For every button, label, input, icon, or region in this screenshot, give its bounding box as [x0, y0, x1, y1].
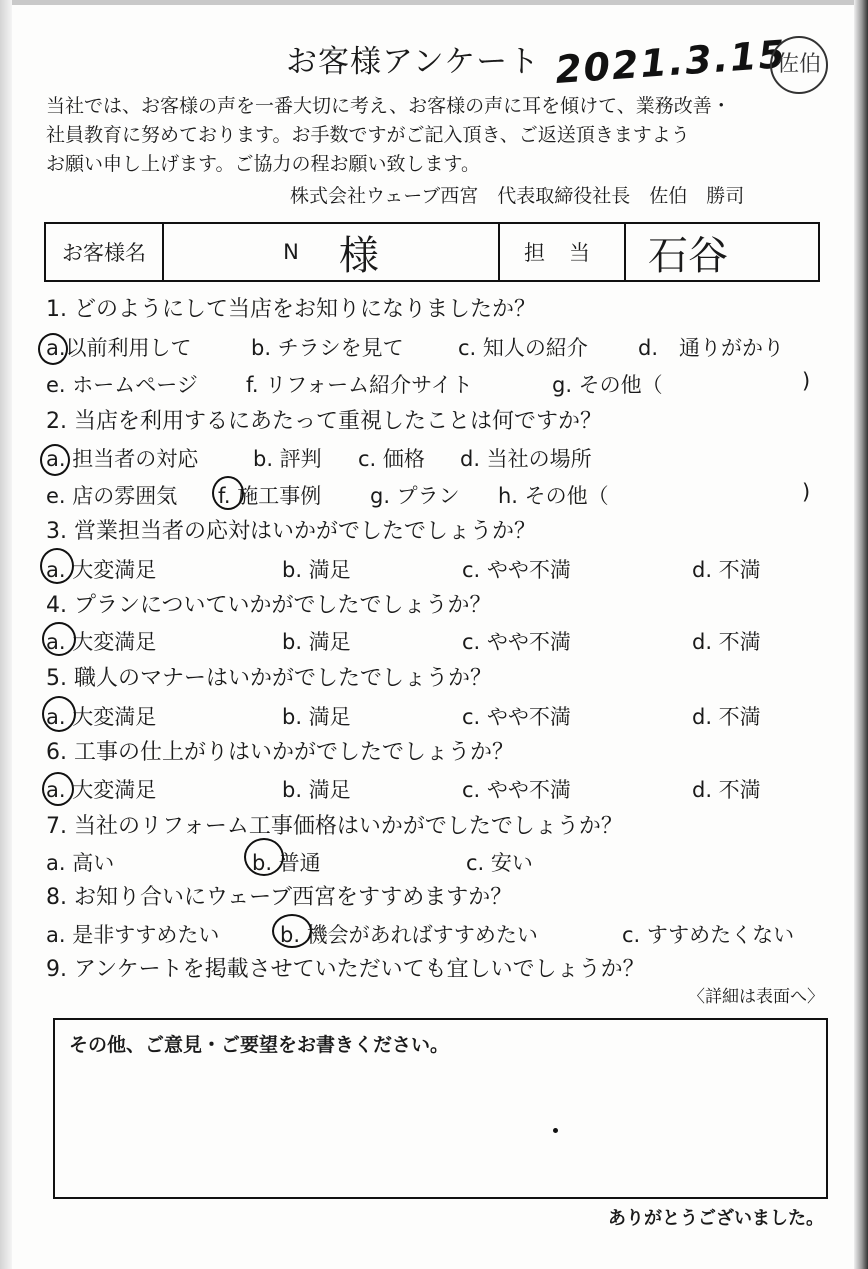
customer-initial: N [283, 240, 299, 264]
staff-label: 担当 [500, 224, 626, 280]
option-f[interactable]: f. リフォーム紹介サイト [246, 373, 473, 397]
thanks-text: ありがとうございました。 [608, 1208, 824, 1229]
customer-name-field[interactable] [164, 224, 500, 280]
option-d[interactable]: d. 不満 [692, 630, 761, 654]
option-g[interactable]: g. プラン [370, 484, 460, 508]
scan-edge-right [854, 0, 868, 1269]
question-7: 7. 当社のリフォーム工事価格はいかがでしたでしょうか？ [46, 814, 623, 839]
option-h[interactable]: h. その他（ [498, 484, 609, 508]
question-1: 1. どのようにして当店をお知りになりましたか？ [46, 297, 536, 322]
question-2: 2. 当店を利用するにあたって重視したことは何ですか？ [46, 409, 602, 434]
option-c[interactable]: c. すすめたくない [622, 923, 795, 947]
question-9: 9. アンケートを掲載させていただいても宜しいでしょうか？ [46, 957, 645, 982]
customer-honorific-handwritten: 様 [338, 232, 379, 279]
answer-circle [212, 476, 244, 510]
question-3: 3. 営業担当者の応対はいかがでしたでしょうか？ [46, 519, 536, 544]
comment-label: その他、ご意見・ご要望をお書きください。 [69, 1034, 450, 1056]
intro-line: 当社では、お客様の声を一番大切に考え、お客様の声に耳を傾けて、業務改善・ [46, 95, 731, 117]
option-a[interactable]: a. 担当者の対応 [46, 447, 199, 471]
pen-mark [553, 1128, 558, 1133]
seal-stamp: 佐伯 [770, 36, 828, 94]
option-a[interactable]: a. 是非すすめたい [46, 923, 220, 947]
answer-circle [40, 548, 74, 584]
option-d[interactable]: d. 不満 [692, 558, 761, 582]
option-c[interactable]: c. 知人の紹介 [458, 336, 588, 360]
comment-box[interactable] [53, 1018, 828, 1199]
option-e[interactable]: e. ホームページ [46, 373, 198, 397]
option-h-close: ) [802, 480, 811, 504]
question-8: 8. お知り合いにウェーブ西宮をすすめますか？ [46, 885, 513, 910]
answer-circle [244, 838, 284, 876]
option-d[interactable]: d. 不満 [692, 778, 761, 802]
intro-line: お願い申し上げます。ご協力の程お願い致します。 [46, 153, 480, 175]
option-c[interactable]: c. やや不満 [462, 705, 571, 729]
intro-line: 社員教育に努めております。お手数ですがご記入頂き、ご返送頂きますよう [46, 124, 690, 146]
option-f[interactable]: f. 施工事例 [218, 484, 322, 508]
option-a[interactable]: a. 大変満足 [46, 778, 157, 802]
option-a[interactable]: a. 大変満足 [46, 630, 157, 654]
option-c[interactable]: c. やや不満 [462, 558, 571, 582]
option-d[interactable]: d. 通りがかり [638, 336, 785, 360]
option-e[interactable]: e. 店の雰囲気 [46, 484, 178, 508]
option-c[interactable]: c. やや不満 [462, 630, 571, 654]
scan-edge-left [0, 0, 12, 1269]
option-b[interactable]: b. チラシを見て [251, 336, 404, 360]
answer-circle [42, 772, 74, 806]
option-a[interactable]: a. 大変満足 [46, 558, 157, 582]
option-b[interactable]: b. 満足 [282, 558, 351, 582]
company-line: 株式会社ウェーブ西宮 代表取締役社長 佐伯 勝司 [290, 185, 745, 207]
staff-name-field[interactable]: 石谷 [648, 232, 728, 279]
option-a[interactable]: a. 大変満足 [46, 705, 157, 729]
option-b[interactable]: b. 機会があればすすめたい [280, 923, 538, 947]
option-d[interactable]: d. 不満 [692, 705, 761, 729]
option-c[interactable]: c. やや不満 [462, 778, 571, 802]
option-b[interactable]: b. 満足 [282, 705, 351, 729]
answer-circle [42, 622, 76, 656]
option-d[interactable]: d. 当社の場所 [460, 447, 592, 471]
option-c[interactable]: c. 価格 [358, 447, 425, 471]
option-b[interactable]: b. 満足 [282, 778, 351, 802]
answer-circle [272, 914, 312, 948]
question-5: 5. 職人のマナーはいかがでしたでしょうか？ [46, 666, 492, 691]
survey-title: お客様アンケート [286, 44, 541, 80]
scan-edge-top [0, 0, 868, 5]
details-note: 〈詳細は表面へ〉 [688, 987, 824, 1007]
answer-circle [42, 696, 76, 732]
option-b[interactable]: b. 満足 [282, 630, 351, 654]
customer-name-label: お客様名 [46, 224, 164, 280]
option-g-close: ) [802, 369, 811, 393]
answer-circle [40, 444, 70, 476]
handwritten-date: 2021.3.15 [553, 31, 789, 93]
answer-circle [38, 333, 68, 365]
option-a[interactable]: a.以前利用して [46, 336, 192, 360]
option-c[interactable]: c. 安い [466, 851, 533, 875]
option-a[interactable]: a. 高い [46, 851, 115, 875]
question-4: 4. プランについていかがでしたでしょうか？ [46, 593, 492, 618]
customer-table [44, 222, 820, 282]
option-b[interactable]: b. 普通 [252, 851, 321, 875]
option-b[interactable]: b. 評判 [253, 447, 322, 471]
option-g[interactable]: g. その他（ [552, 373, 663, 397]
intro-text [46, 92, 731, 179]
question-6: 6. 工事の仕上がりはいかがでしたでしょうか？ [46, 740, 514, 765]
